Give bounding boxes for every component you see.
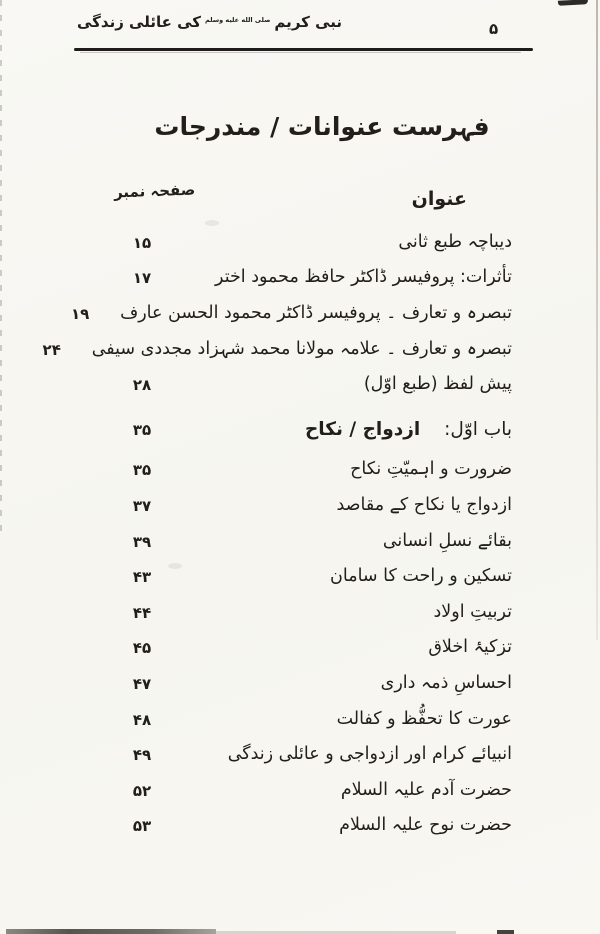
toc-entry-title: حضرت آدم علیہ السلام — [340, 779, 512, 800]
toc-entry-title — [182, 418, 512, 441]
toc-entry-title: حضرت نوح علیہ السلام — [339, 815, 512, 836]
toc-entry-title: عورت کا تحفُّظ و کفالت — [336, 708, 512, 729]
header-rule — [74, 48, 533, 51]
toc-entry-title: تربیتِ اولاد — [433, 601, 512, 622]
toc-row-chapter — [102, 412, 512, 448]
toc-entry-page: ۳۵ — [132, 420, 152, 439]
toc-list — [42, 225, 512, 844]
toc-entry-page: ۴۵ — [132, 639, 152, 658]
toc-entry-title: ضرورت و اہمیّتِ نکاح — [350, 459, 512, 480]
toc-entry-page: ۳۹ — [132, 532, 152, 551]
toc-row — [102, 666, 512, 702]
toc-entry-title: تأثرات: پروفیسر ڈاکٹر حافظ محمود اختر — [215, 267, 512, 288]
book-title-pre: نبی کریم — [274, 13, 343, 31]
toc-row — [102, 737, 512, 773]
toc-row — [102, 524, 512, 560]
toc-entry-page: ۲۴ — [42, 340, 61, 359]
chapter-label: باب اوّل: — [444, 419, 512, 441]
toc-entry-title: تسکین و راحت کا سامان — [330, 566, 512, 587]
toc-row — [102, 809, 512, 845]
toc-row — [102, 595, 512, 631]
toc-row — [70, 296, 512, 332]
toc-entry-title: انبیائے کرام اور ازدواجی و عائلی زندگی — [227, 744, 512, 765]
honorific-sallallahu-alaihi-wasallam: صلى الله عليه وسلم — [204, 16, 271, 24]
toc-row — [42, 332, 512, 368]
toc-entry-title: احساسِ ذمہ داری — [380, 672, 512, 693]
toc-entry-page: ۵۲ — [132, 781, 152, 800]
toc-row — [102, 453, 512, 489]
toc-entry-title: تزکیۂ اخلاق — [428, 637, 512, 658]
running-head-book-title — [77, 13, 342, 31]
toc-entry-title: بقائے نسلِ انسانی — [382, 530, 512, 551]
toc-entry-page: ۴۴ — [132, 603, 152, 622]
toc-row — [102, 631, 512, 667]
toc-entry-page: ۳۷ — [132, 496, 152, 515]
scan-bottom-edge-mark — [497, 930, 514, 934]
toc-entry-title: پیش لفظ (طبع اوّل) — [363, 374, 512, 395]
toc-entry-title: تبصرہ و تعارف ۔ علامہ مولانا محمد شہزاد مجددی سیفی — [91, 338, 512, 359]
toc-entry-title: تبصرہ و تعارف ۔ پروفیسر ڈاکٹر محمود الحسن عارف — [120, 303, 512, 324]
column-header-page-number: صفحہ نمبر — [113, 180, 196, 202]
toc-entry-page: ۲۸ — [132, 376, 152, 395]
toc-entry-page: ۴۳ — [132, 568, 152, 587]
toc-entry-page: ۳۵ — [132, 461, 152, 480]
scan-bottom-edge-band — [6, 929, 216, 934]
folio-page-number: ۵ — [489, 20, 499, 38]
chapter-name: ازدواج / نکاح — [304, 419, 421, 441]
column-header-title: عنوان — [411, 188, 467, 210]
toc-row — [102, 225, 512, 261]
scan-right-edge-shadow — [596, 0, 598, 640]
toc-row — [102, 367, 512, 403]
toc-heading: فہرست عنوانات / مندرجات — [154, 112, 490, 141]
toc-entry-page: ۱۷ — [132, 269, 152, 288]
toc-entry-page: ۴۷ — [132, 674, 152, 693]
scan-corner-mark — [558, 0, 588, 6]
scan-left-edge-artifact — [0, 0, 2, 540]
toc-entry-page: ۱۵ — [132, 233, 152, 252]
toc-row — [102, 559, 512, 595]
toc-entry-title: دیباچہ طبع ثانی — [398, 231, 512, 252]
book-title-post: کی عائلی زندگی — [77, 13, 201, 31]
scan-smudge — [205, 220, 219, 226]
toc-entry-page: ۱۹ — [70, 304, 90, 323]
toc-row — [102, 773, 512, 809]
toc-row — [102, 702, 512, 738]
toc-entry-title: ازدواج یا نکاح کے مقاصد — [336, 495, 512, 516]
toc-entry-page: ۴۹ — [132, 746, 152, 765]
toc-row — [102, 488, 512, 524]
toc-row — [102, 261, 512, 297]
scan-smudge — [168, 563, 182, 569]
toc-entry-page: ۵۳ — [132, 817, 152, 836]
toc-entry-page: ۴۸ — [132, 710, 152, 729]
